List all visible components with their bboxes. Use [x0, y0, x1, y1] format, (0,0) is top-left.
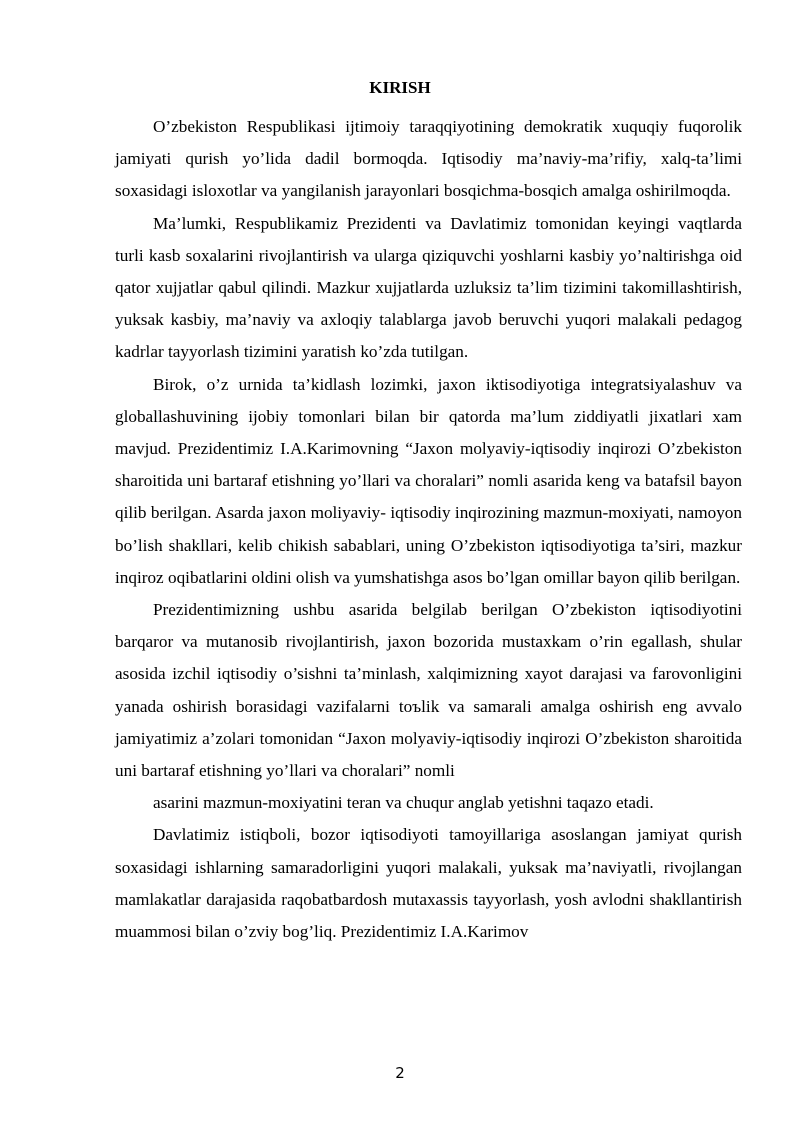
paragraph-5: asarini mazmun-moxiyatini teran va chuqur anglab yetishni taqazo etadi.: [153, 793, 654, 813]
paragraph-6: Davlatimiz istiqboli, bozor iqtisodiyoti tamoyillariga asoslangan jamiyat qurish soxasidagi ishlarning samaradorligini yuqori malakali, yuksak ma’naviyatli, rivojlangan mamlakatlar darajasida raqobatbardosh mutaxassis tayyorlash, yosh avlodni shakllantirish muammosi bilan o’zviy bog’liq. Prezidentimiz I.A.Karimov: [115, 825, 742, 942]
body-text: [115, 111, 742, 948]
paragraph-4: Prezidentimizning ushbu asarida belgilab berilgan O’zbekiston iqtisodiyotini barqaror va mutanosib rivojlantirish, jaxon bozorida mustaxkam o’rin egallash, shular asosida izchil iqtisodiy o’sishni ta’minlash, xalqimizning xayot darajasi va farovonligini yanada oshirish borasidagi vazifalarni toъlik va samarali amalga oshirish eng avvalo jamiyatimiz a’zolari tomonidan “Jaxon molyaviy-iqtisodiy inqirozi O’zbekiston sharoitida uni bartaraf etishning yo’llari va choralari” nomli: [115, 600, 742, 781]
paragraph-3: Birok, o’z urnida ta’kidlash lozimki, jaxon iktisodiyotiga integratsiyalashuv va globallashuvining ijobiy tomonlari bilan bir qatorda ma’lum ziddiyatli jixatlari xam mavjud. Prezidentimiz I.A.Karimovning “Jaxon molyaviy-iqtisodiy inqirozi O’zbekiston sharoitida uni bartaraf etishning yo’llari va choralari” nomli asarida keng va batafsil bayon qilib berilgan. Asarda jaxon moliyaviy- iqtisodiy inqirozining mazmun-moxiyati, namoyon bo’lish shakllari, kelib chikish sabablari, uning O’zbekiston iqtisodiyotiga ta’siri, mazkur inqiroz oqibatlarini oldini olish va yumshatishga asos bo’lgan omillar bayon qilib berilgan.: [115, 374, 742, 587]
paragraph-2: Ma’lumki, Respublikamiz Prezidenti va Davlatimiz tomonidan keyingi vaqtlarda turli kasb soxalarini rivojlantirish va ularga qiziquvchi yoshlarni kasbiy yo’naltirishga oid qator xujjatlar qabul qilindi. Mazkur xujjatlarda uzluksiz ta’lim tizimini takomillashtirish, yuksak kasbiy, ma’naviy va axloqiy talablarga javob beruvchi yuqori malakali pedagog kadrlar tayyorlash tizimini yaratish ko’zda tutilgan.: [115, 213, 742, 362]
section-title: KIRISH: [369, 78, 431, 97]
paragraph-1: O’zbekiston Respublikasi ijtimoiy taraqqiyotining demokratik xuquqiy fuqorolik jamiyati qurish yo’lida dadil bormoqda. Iqtisodiy ma’naviy-ma’rifiy, xalq-ta’limi soxasidagi isloxotlar va yangilanish jarayonlari bosqichma-bosqich amalga oshirilmoqda.: [115, 117, 742, 201]
page-number: 2: [395, 1064, 405, 1082]
